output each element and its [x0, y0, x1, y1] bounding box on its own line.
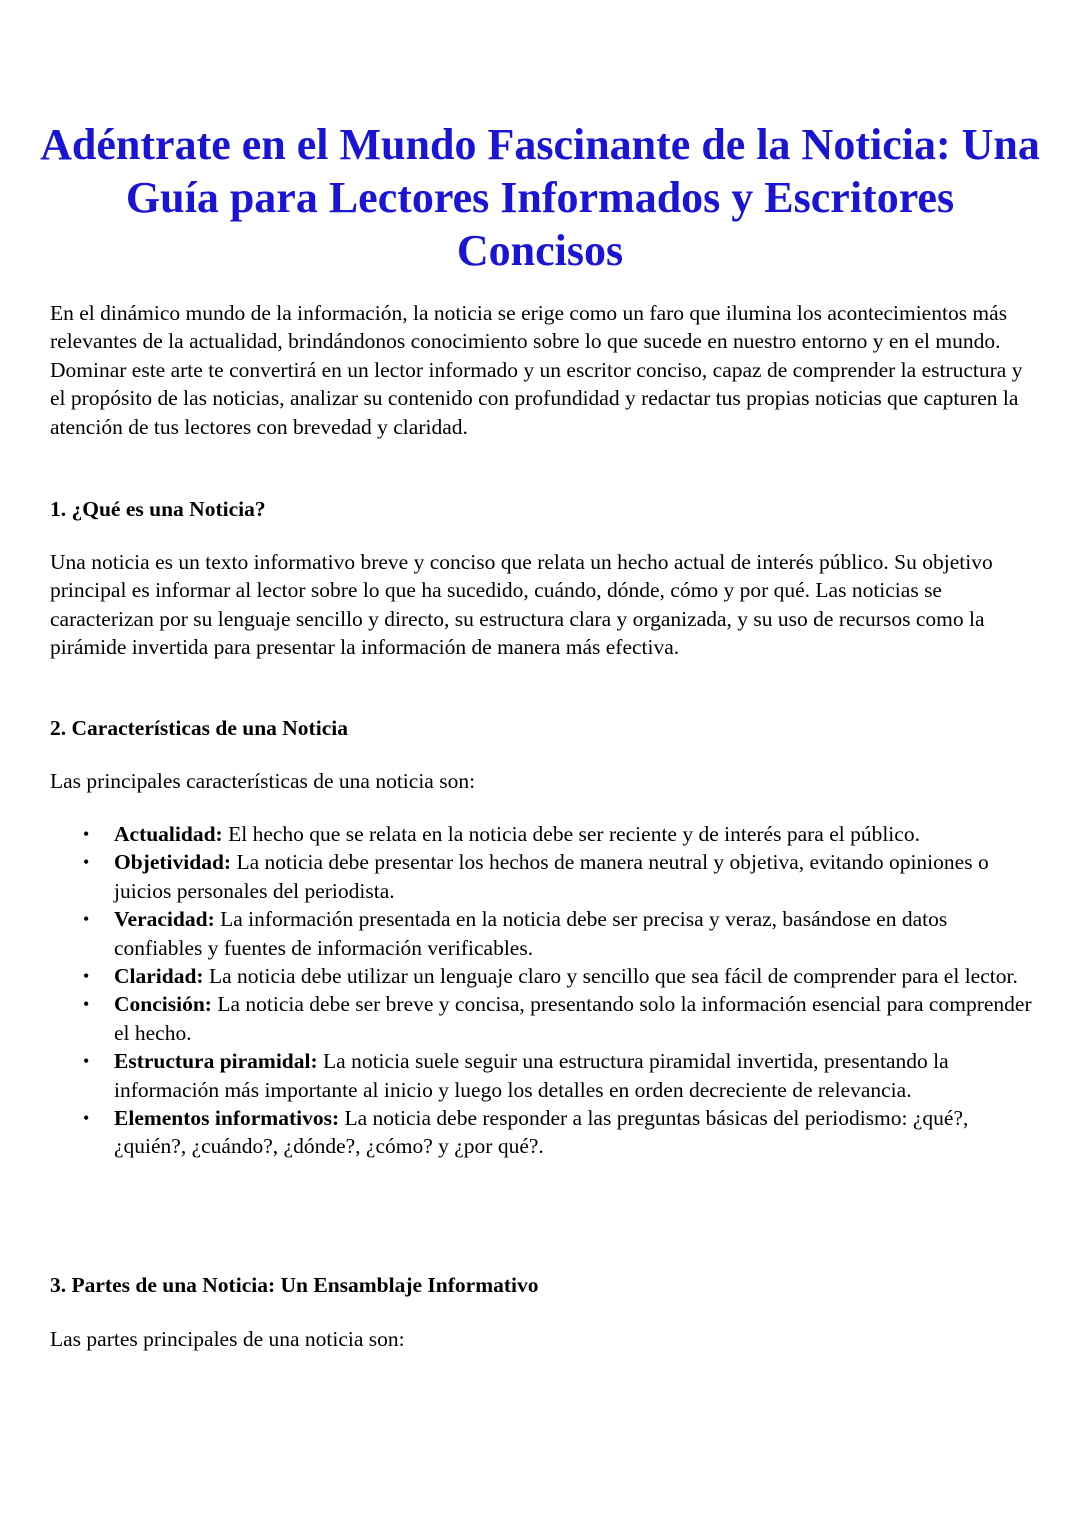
page-title: Adéntrate en el Mundo Fascinante de la Noticia: Una Guía para Lectores Informados y Escritores Concisos	[40, 120, 1040, 275]
bullet-icon: •	[83, 824, 90, 844]
bullet-icon: •	[83, 909, 90, 930]
section-heading-caracteristicas: 2. Características de una Noticia	[50, 716, 348, 740]
list-item	[50, 990, 1035, 1047]
list-item-term: Estructura piramidal:	[114, 1049, 318, 1074]
list-item	[50, 905, 1035, 962]
list-item	[50, 820, 1035, 848]
list-item-term: Claridad:	[114, 964, 204, 989]
list-item-text: La información presentada en la noticia debe ser precisa y veraz, basándose en datos confiables y fuentes de información verificables.	[114, 907, 948, 960]
section-heading-que-es: 1. ¿Qué es una Noticia?	[50, 497, 266, 521]
list-item	[50, 1047, 1035, 1104]
list-item-text: La noticia debe ser breve y concisa, presentando solo la información esencial para comprender el hecho.	[114, 992, 1032, 1045]
list-item	[50, 1104, 1035, 1161]
list-item-term: Elementos informativos:	[114, 1106, 340, 1131]
list-item-term: Actualidad:	[114, 822, 223, 846]
list-item	[50, 848, 1035, 905]
list-item-text: La noticia debe utilizar un lenguaje claro y sencillo que sea fácil de comprender para el lector.	[203, 964, 1018, 989]
list-item-text: La noticia debe presentar los hechos de manera neutral y objetiva, evitando opiniones o juicios personales del periodista.	[114, 850, 989, 903]
intro-paragraph: En el dinámico mundo de la información, la noticia se erige como un faro que ilumina los acontecimientos más relevantes de la actualidad, brindándonos conocimiento sobre lo que sucede en nuestro entorno y en el mundo. Dominar este arte te convertirá en un lector informado y un escritor conciso, capaz de comprender la estructura y el propósito de las noticias, analizar su contenido con profundidad y redactar tus propias noticias que capturen la atención de tus lectores con brevedad y claridad.	[50, 301, 1023, 439]
characteristics-list	[50, 820, 1035, 1161]
list-item-text: La noticia suele seguir una estructura piramidal invertida, presentando la información más importante al inicio y luego los detalles en orden decreciente de relevancia.	[114, 1049, 949, 1102]
bullet-icon: •	[83, 1051, 90, 1072]
section-body-que-es: Una noticia es un texto informativo breve y conciso que relata un hecho actual de interés público. Su objetivo principal es informar al lector sobre lo que ha sucedido, cuándo, dónde, cómo y por qué. Las noticias se caracterizan por su lenguaje sencillo y directo, su estructura clara y organizada, y su uso de recursos como la pirámide invertida para presentar la información de manera más efectiva.	[50, 550, 993, 660]
list-item-term: Objetividad:	[114, 850, 232, 875]
section-body-caracteristicas: Las principales características de una noticia son:	[50, 769, 476, 793]
section-heading-partes: 3. Partes de una Noticia: Un Ensamblaje Informativo	[50, 1273, 539, 1297]
bullet-icon: •	[83, 1108, 90, 1129]
bullet-icon: •	[83, 994, 90, 1015]
list-item-text: La noticia debe responder a las preguntas básicas del periodismo: ¿qué?, ¿quién?, ¿cuándo?, ¿dónde?, ¿cómo? y ¿por qué?.	[114, 1106, 969, 1159]
bullet-icon: •	[83, 966, 90, 987]
section-body-partes: Las partes principales de una noticia son:	[50, 1327, 405, 1351]
list-item-text: El hecho que se relata en la noticia debe ser reciente y de interés para el público.	[222, 822, 920, 846]
list-item-term: Veracidad:	[114, 907, 215, 932]
list-item	[50, 962, 1035, 990]
bullet-icon: •	[83, 852, 90, 873]
list-item-term: Concisión:	[114, 992, 212, 1017]
